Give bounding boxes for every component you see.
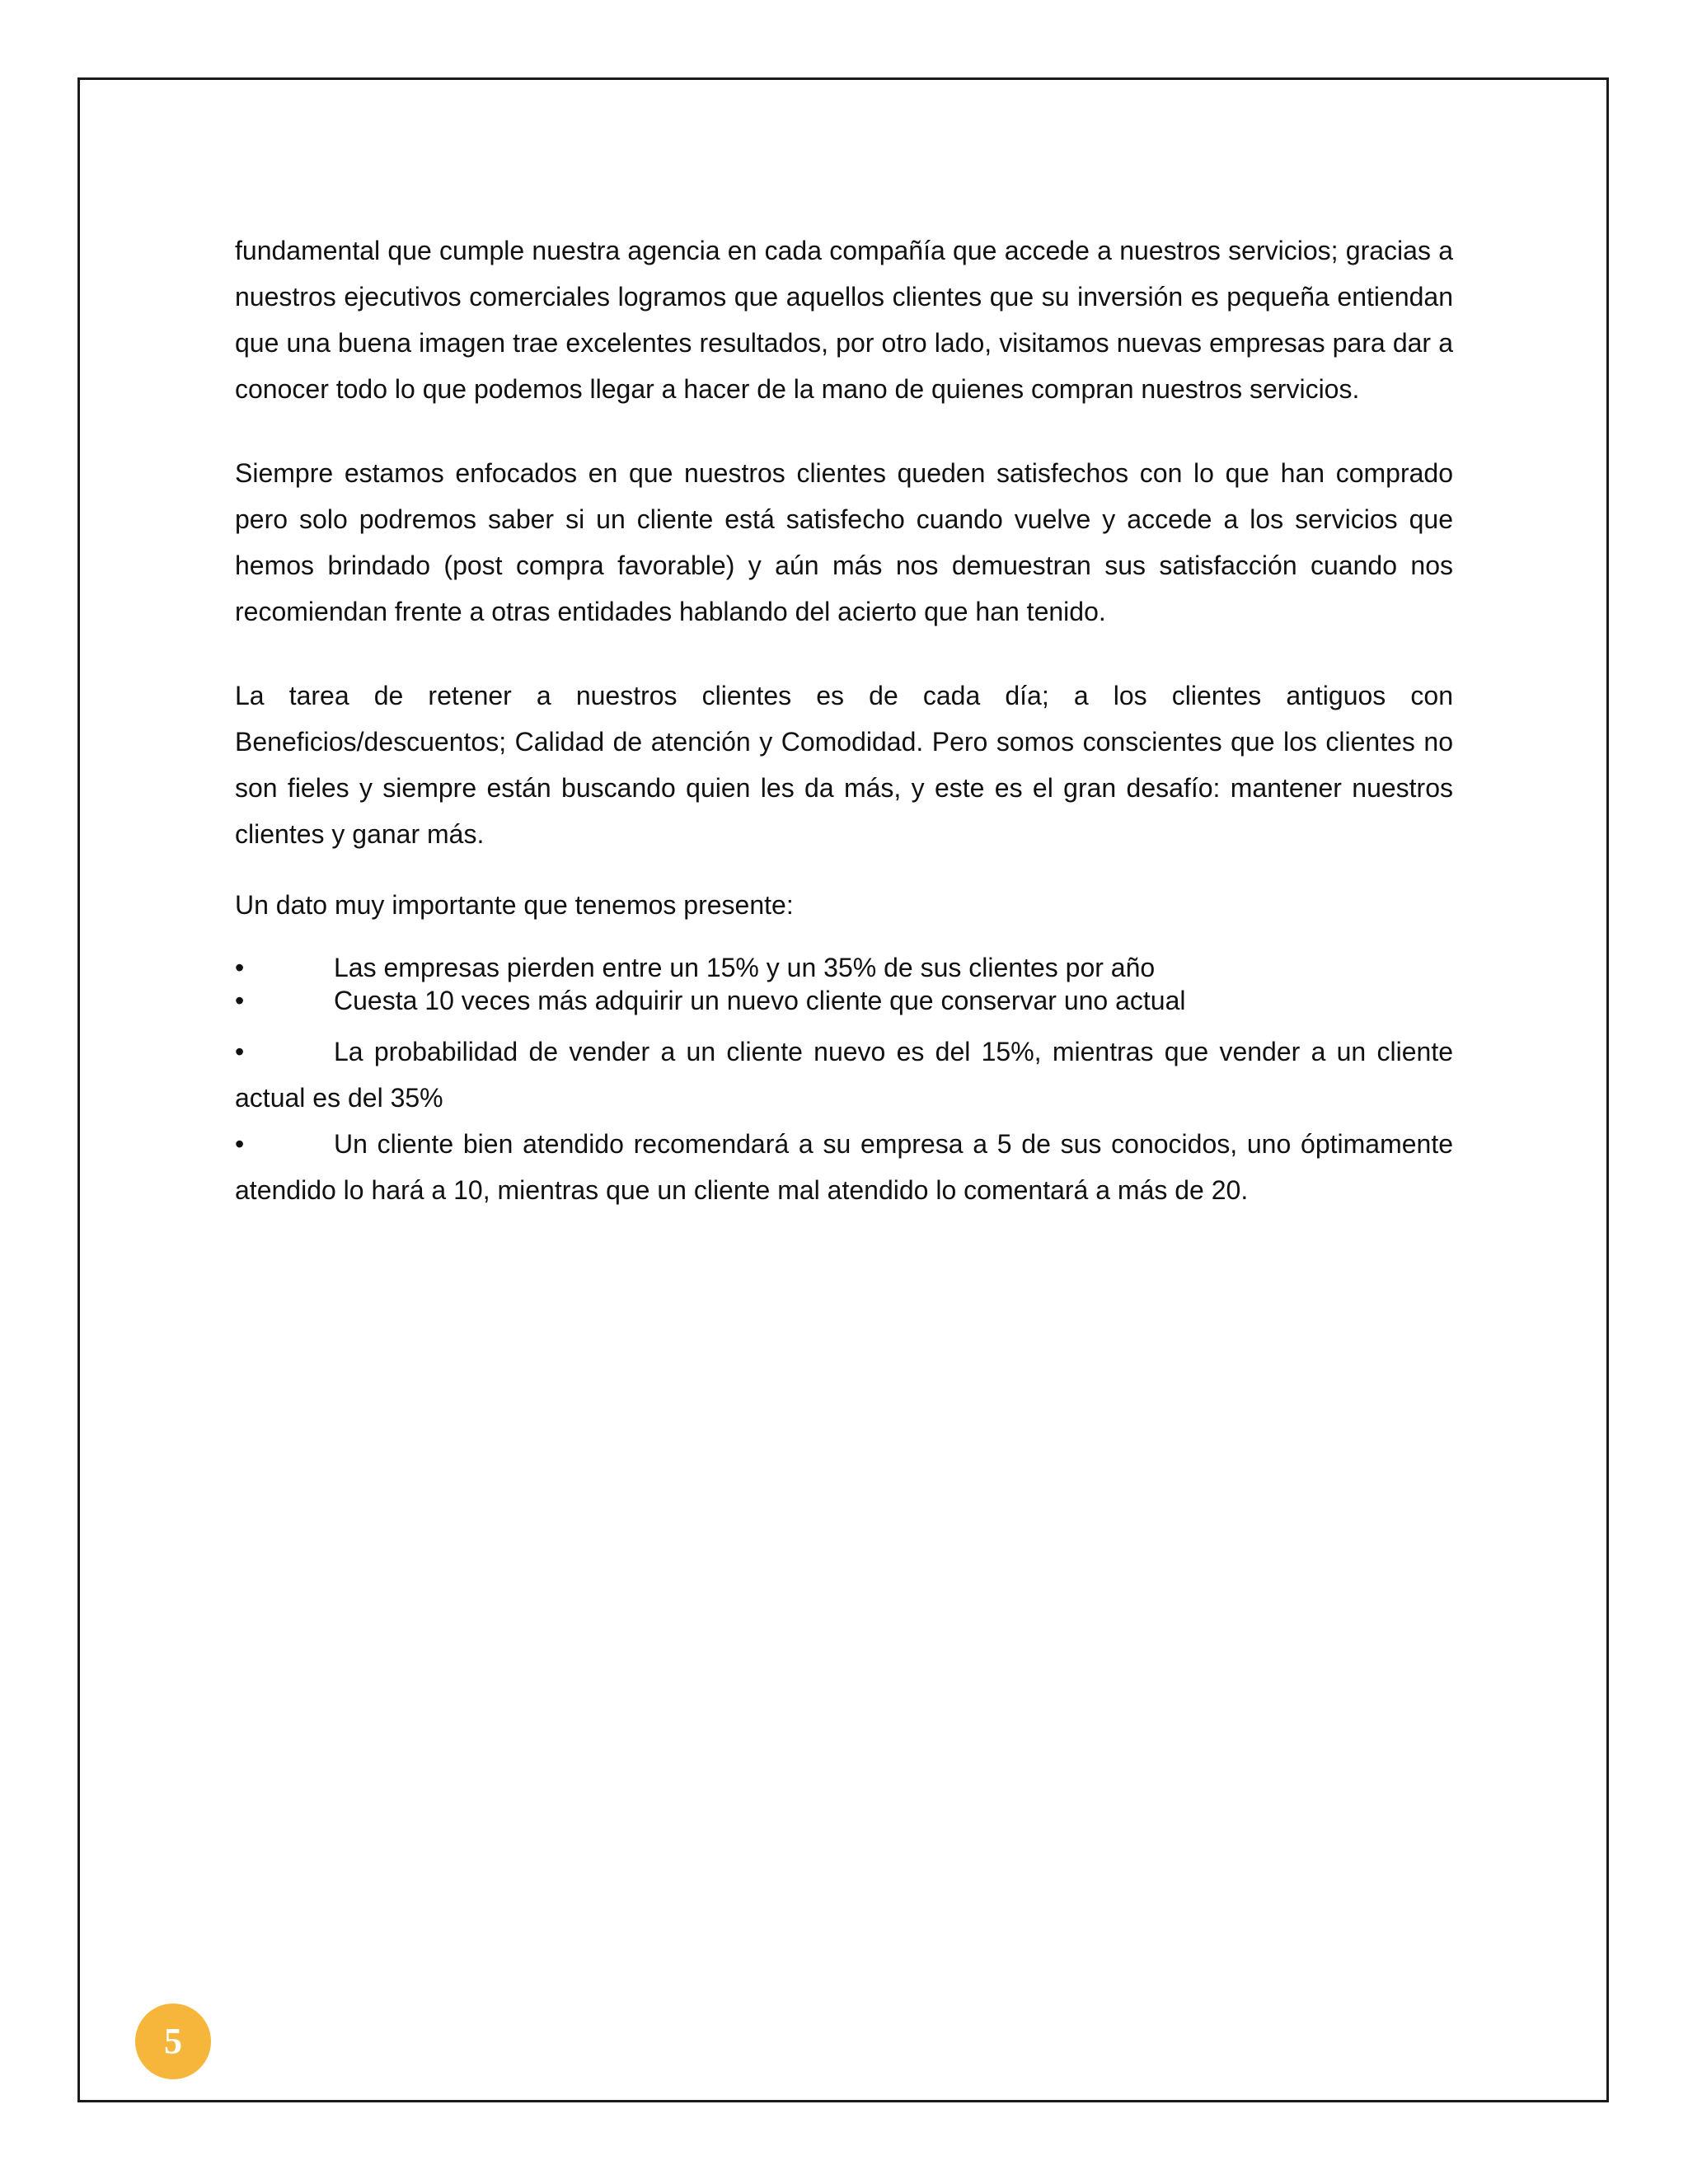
paragraph: Siempre estamos enfocados en que nuestros clientes queden satisfechos con lo que han comprado pero solo podremos saber si un cliente está satisfecho cuando vuelve y accede a los servicios que hemos brindado (post compra favorable) y aún más nos demuestran sus satisfacción cuando nos recomiendan frente a otras entidades hablando del acierto que han tenido.: [235, 458, 1453, 626]
page-number-badge: 5: [135, 2004, 211, 2079]
list-item: [235, 951, 1453, 984]
bullet-icon: •: [235, 1129, 245, 1159]
document-body: [235, 227, 1453, 1213]
list-item: [235, 1121, 1453, 1213]
paragraph: fundamental que cumple nuestra agencia en cada compañía que accede a nuestros servicios; gracias a nuestros ejecutivos comerciales logramos que aquellos clientes que su inversión es pequeña entiendan que una buena imagen trae excelentes resultados, por otro lado, visitamos nuevas empresas para dar a conocer todo lo que podemos llegar a hacer de la mano de quienes compran nuestros servicios.: [235, 236, 1453, 404]
list-item: [235, 1029, 1453, 1121]
list-item-text: La probabilidad de vender a un cliente nuevo es del 15%, mientras que vender a un cliente actual es del 35%: [235, 1037, 1453, 1113]
bullet-icon: •: [235, 986, 245, 1015]
bullet-icon: •: [235, 1037, 245, 1066]
paragraph: La tarea de retener a nuestros clientes es de cada día; a los clientes antiguos con Beneficios/descuentos; Calidad de atención y Comodidad. Pero somos conscientes que los clientes no son fieles y siempre están buscando quien les da más, y este es el gran desafío: mantener nuestros clientes y ganar más.: [235, 681, 1453, 849]
paragraph: Un dato muy importante que tenemos presente:: [235, 890, 794, 920]
list-item: [235, 984, 1453, 1017]
bullet-icon: •: [235, 953, 245, 982]
list-item-text: Las empresas pierden entre un 15% y un 35% de sus clientes por año: [334, 953, 1156, 982]
list-item-text: Un cliente bien atendido recomendará a su empresa a 5 de sus conocidos, uno óptimamente atendido lo hará a 10, mientras que un cliente mal atendido lo comentará a más de 20.: [235, 1129, 1453, 1205]
list-item-text: Cuesta 10 veces más adquirir un nuevo cliente que conservar uno actual: [334, 986, 1186, 1015]
